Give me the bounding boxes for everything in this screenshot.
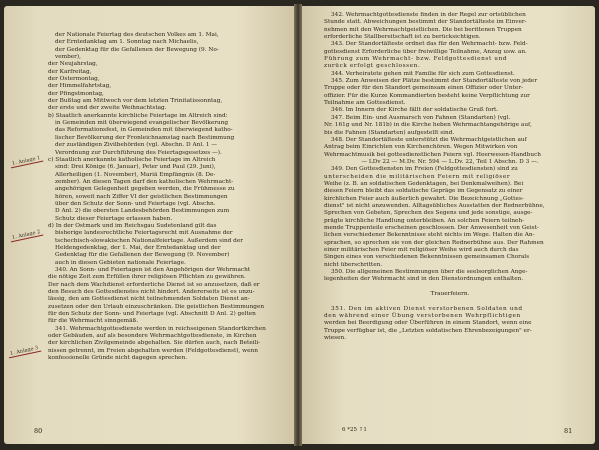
text-line: 340. An Sonn- und Feiertagen ist den Angehörigen der Wehrmacht [55,267,251,273]
left-page-number: 80 [34,427,43,435]
text-line: Antrag beim Einrichten von Kirchenchören. Wegen Mitwirken von [324,144,518,151]
text-line: 341. Wehrmachtgottesdienste werden in reichseigenen Standortkirchen [55,325,266,332]
text-line: Wehrmachtmusik bei gottesdienstlichen Feiern vgl. Heerwesen-Handbuch [324,151,542,158]
text-line: 343. Der Standortälteste ordnet das für den Wehrmacht- bzw. Feld- [331,41,528,48]
text-line: 348. Der Standortälteste unterstützt die Wehrmachtgeistlichen auf [331,136,527,143]
text-line: D Anl. 2) die obersten Landesbehörden Bestimmungen zum [55,208,230,215]
text-line: das Reformationsfest, in Gemeinden mit überwiegend katho- [55,127,233,134]
text-line: werden bei Beerdigung oder Überführen in einem Standort, wenn eine [324,320,532,327]
text-line [324,284,576,291]
text-line: der Karfreitag, [48,68,92,75]
text-line: tschechisch-slowakischen Nationalfeiertage. Außerdem sind der [55,237,243,244]
text-line: Gedenktag für die Gefallenen der Bewegung (9. November) [55,252,230,259]
text-line: Führung zum Wehrmacht- bzw. Feldgottesdienst und [324,56,508,63]
text-line: nicht überschritten. [324,261,383,268]
book-gutter [294,4,302,446]
text-line: 344. Verheiratete gehen mit Familie für sich zum Gottesdienst. [331,70,515,77]
text-line: den Besuch des Gottesdienstes nicht hindert. Andererseits ist es unzu- [48,289,255,296]
text-line: den während einer Übung verstorbenen Wehrpflichtigen [324,313,521,320]
text-line: 345. Zum Anweisen der Plätze bestimmt der Standortälteste von jeder [331,78,538,85]
right-page-number: 81 [564,427,573,435]
left-page [4,6,294,444]
text-line: bis die Fahnen (Standarten) aufgestellt sind. [324,129,455,136]
text-line: angehörigen Gelegenheit gegeben werden, die Frühmesse zu [55,186,235,193]
text-line: diesen Feiern bleibt das soldatische Gepräge im Gegensatz zu einer [324,188,523,195]
text-line: zusetzen oder den Urlaub einzuschränken. Die geistlichen Bestimmungen [48,303,265,310]
text-line: der Neujahrstag, [48,61,98,68]
text-line: der Himmelfahrtstag, [48,83,112,90]
text-line: der kirchlichen Zivilgemeinde abgehalten. Sie dürfen auch, nach Beteili- [48,340,261,347]
text-line: 342. Wehrmachtgottesdienste finden in der Regel zur ortsüblichen [331,12,526,18]
text-line: Truppe verfügbar ist, die „Letzten soldatischen Ehrenbezeigungen" er- [324,327,532,334]
text-line: Nr. 161g und Nr. 181b) in die Kirche heben Wehrmachtangehörige auf, [324,122,532,129]
text-line: mende Truppenteile erscheinen geschlossen. Der Anwesenheit von Geist- [324,224,539,231]
text-line: lässig, den am Gottesdienst nicht teilnehmenden Soldaten Dienst an- [48,296,250,303]
text-line: in Gemeinden mit überwiegend evangelischer Bevölkerung [55,120,229,127]
text-line: Trauerfeiern. [430,291,470,298]
text-line: einer militärischen Feier mit religiöser Weihe wird auch durch das [324,247,519,253]
footer-mark: 6 *25 ↑1 [342,427,367,433]
text-line: bisherige landesrechtliche Feiertagsrecht mit Ausnahme der [55,230,233,237]
text-line: der erste und der zweite Weihnachtstag. [48,105,167,112]
text-line: oder Gebäuden, auf als besondere Wehrmachtgottesdienste, in Kirchen [48,333,257,340]
margin-note-anlage-2: 1. Anlage 2 [10,229,43,243]
text-line: offizier. Für die Kurze Kommandierten besteht keine Verpflichtung zur [324,92,530,99]
text-line: der Pfingstmontag, [48,90,104,97]
text-line: nehmen mit den Wehrmachtgeistlichen. Die bei berittenen Truppen [324,26,522,33]
text-line: vember), [55,54,82,61]
text-line: die nötige Zeit zum Erfüllen ihrer religiösen Pflichten zu gewähren. [48,274,246,281]
text-line: Allerheiligen (1. November), Mariä Empfängnis (8. De- [55,171,216,178]
text-line: wiesen. [324,335,347,342]
text-line: Stunde statt. Abweichungen bestimmt der Standortälteste im Einver- [324,19,527,26]
text-line: Singen eines von verschiedenen Bekenntnissen gemeinsamen Chorals [324,254,530,261]
text-line: Heldengedenktag, der 1. Mai, der Erntedanktag und der [55,244,221,251]
right-page-text [324,12,576,342]
right-page [302,6,595,444]
text-line: kirchlichen Feier auch äußerlich gewahrt. Die Bezeichnung „Gottes- [324,195,524,202]
text-line: Sprechen von Gebeten, Sprechen des Segens und jede sonstige, ausge- [324,210,533,217]
text-line: auch in diesen Gebieten nationale Feiertage. [55,259,186,266]
text-line: für den Schutz der Sonn- und Feiertage (vgl. Abschnitt D Anl. 2) gelten [48,311,256,318]
margin-note-anlage-1: 1. Anlage 1 [10,155,43,169]
text-line: Weihe (z. B. an soldatischen Gedenktagen, bei Denkmalweihen). Bei [324,180,524,187]
text-line: der Bußtag am Mittwoch vor dem letzten Trinitatissonntag, [48,98,223,105]
text-line: lichen verschiedener Bekenntnisse steht nichts im Wege. Halten die An- [324,232,535,239]
text-line: zurück erfolgt geschlossen. [324,63,421,70]
text-line: der Gedenktag für die Gefallenen der Bewegung (9. No- [55,46,219,53]
text-line: Teilnahme am Gottesdienst. [324,100,406,107]
text-line: hören, soweit nach Ziffer VI der geistlichen Bestimmungen [55,193,228,200]
text-line: sprachen, so sprechen sie von der gleichen Rednerbühne aus. Der Rahmen [324,239,544,246]
text-line: unterscheiden die militärischen Feiern mit religiöser [324,173,511,180]
text-line: 351. Den im aktiven Dienst verstorbenen Soldaten und [331,305,523,312]
text-line: dienst" ist nicht anzuwenden. Alltagsübliches Ausstatten der Rednerbühne, [324,202,545,209]
text-line: für die Wehrmacht sinngemäß. [48,318,139,325]
text-line: 349. Den Gottesdiensten im Freien (Feldgottesdiensten) sind zu [331,166,518,173]
text-line: erforderliche Stallbereitschaft ist zu berücksichtigen. [324,34,481,41]
text-line: d) In der Ostmark und im Reichsgau Sudetenland gilt das [48,222,217,229]
left-page-text [48,32,282,362]
text-line: der Ostermontag, [48,76,100,83]
text-line: über den Schutz der Sonn- und Feiertage (vgl. Abschn. [55,200,216,207]
text-line: sind: Drei Könige (6. Januar), Peter und Paul (29. Juni), [55,164,216,171]
text-line: b) Staatlich anerkannte kirchliche Feiertage im Altreich sind: [48,112,228,119]
text-line: legenheiten der Wehrmacht sind in den Dienstordnungen enthalten. [324,276,524,283]
text-line: zember). An diesen Tagen darf den katholischen Wehrmacht- [55,178,234,185]
text-line: Truppe oder für den Standort gemeinsam einen Offizier oder Unter- [324,85,524,92]
text-line: Der nach dem Wachdienst erforderliche Dienst ist so anzusetzen, daß er [48,281,260,288]
text-line: 350. Die allgemeinen Bestimmungen über die seelsorglichen Ange- [331,269,528,276]
text-line: prägte kirchliche Handlung unterbleiben. An solchen Feiern teilneh- [324,217,525,224]
margin-note-anlage-3: 1. Anlage 3 [8,345,41,359]
text-line: nissen getrennt, im Freien abgehalten werden (Feldgottesdienst), wenn [48,347,258,354]
text-line: Schutz dieser Feiertage erlassen haben. [55,215,173,222]
text-line: konfessionelle Gründe nicht dagegen sprechen. [48,355,188,362]
text-line [324,298,576,305]
text-line: lischer Bevölkerung der Fronleichnamstag nach Bestimmung [55,134,235,141]
text-line: 346. Im Innern der Kirche fällt der soldatische Gruß fort. [331,107,499,114]
text-line: Verordnung zur Durchführung des Feiertagsgesetzes —). [55,149,222,156]
text-line: der zuständigen Zivilbehörden (vgl. Abschn. D Anl. 1 — [55,142,218,149]
text-line: 347. Beim Ein- und Ausmarsch von Fahnen (Standarten) (vgl. [331,114,511,121]
text-line: gottesdienst Erforderliche über freiwillige Teilnahme, Anzug usw. an. [324,48,527,55]
text-line: der Nationale Feiertag des deutschen Volkes am 1. Mai, [55,32,219,38]
text-line: — LDv 22 — M.Dv. Nr. 594 — L.Dv. 22, Teil 1 Abschn. D 3 —. [361,158,539,165]
text-line: c) Staatlich anerkannte katholische Feiertage im Altreich [48,156,216,163]
text-line: der Erntedanktag am 1. Sonntag nach Michaelis, [55,39,199,46]
